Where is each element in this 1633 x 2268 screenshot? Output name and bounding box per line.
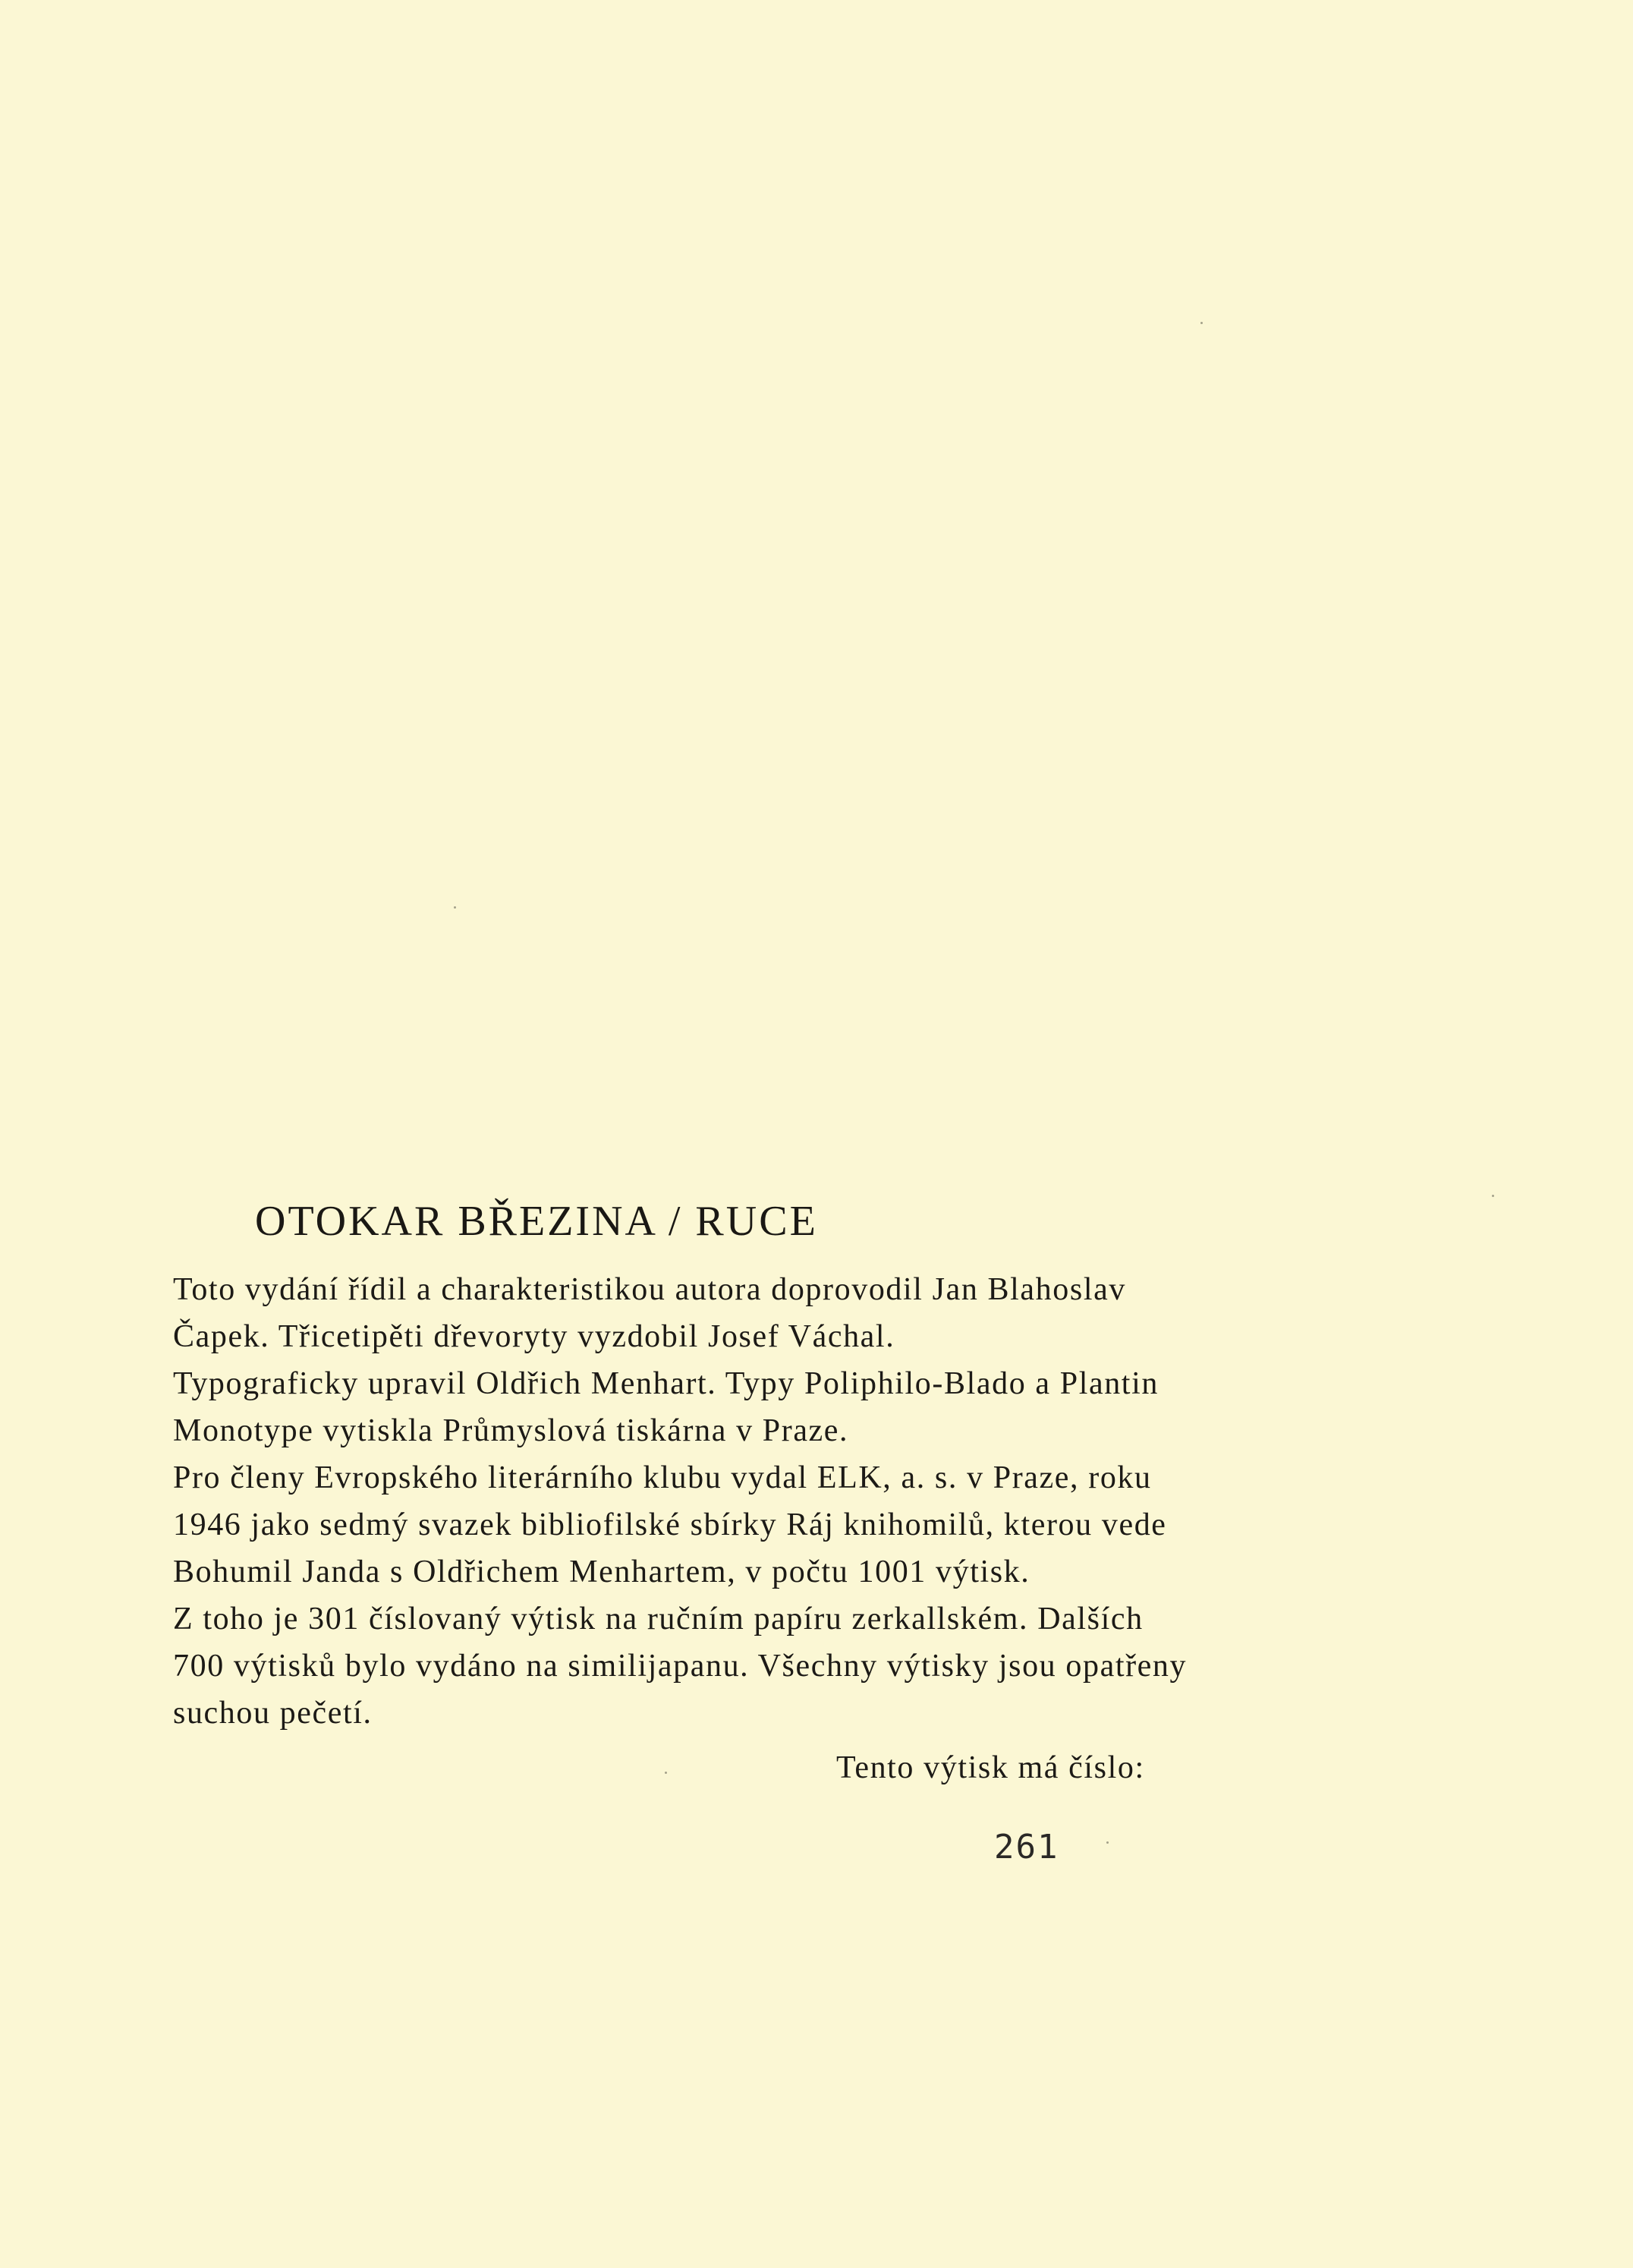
colophon-line: Bohumil Janda s Oldřichem Menhartem, v počtu 1001 výtisk.	[173, 1555, 1030, 1589]
colophon-line: 1946 jako sedmý svazek bibliofilské sbírky Ráj knihomilů, kterou vede	[173, 1507, 1167, 1542]
paper-speck	[1106, 1841, 1109, 1844]
colophon-line: Čapek. Třicetipěti dřevoryty vyzdobil Josef Váchal.	[173, 1319, 895, 1354]
paper-speck	[665, 1772, 667, 1774]
paper-speck	[454, 906, 456, 909]
colophon-line: suchou pečetí.	[173, 1696, 373, 1731]
colophon-line: Z toho je 301 číslovaný výtisk na ručním papíru zerkallském. Dalších	[173, 1602, 1144, 1636]
colophon-line: Typograficky upravil Oldřich Menhart. Typy Poliphilo-Blado a Plantin	[173, 1366, 1159, 1401]
colophon-line: 700 výtisků bylo vydáno na similijapanu. Všechny výtisky jsou opatřeny	[173, 1649, 1188, 1684]
colophon-text	[173, 1266, 1396, 1737]
colophon-line: Monotype vytiskla Průmyslová tiskárna v Praze.	[173, 1413, 849, 1448]
paper-speck	[1200, 322, 1203, 324]
colophon-line: Toto vydání řídil a charakteristikou autora doprovodil Jan Blahoslav	[173, 1272, 1126, 1307]
paper-speck	[1492, 1195, 1494, 1197]
book-title: OTOKAR BŘEZINA / RUCE	[255, 1198, 818, 1245]
copy-number-label: Tento výtisk má číslo:	[836, 1750, 1145, 1785]
colophon-line: Pro členy Evropského literárního klubu vydal ELK, a. s. v Praze, roku	[173, 1460, 1152, 1495]
copy-number: 261	[994, 1828, 1059, 1866]
